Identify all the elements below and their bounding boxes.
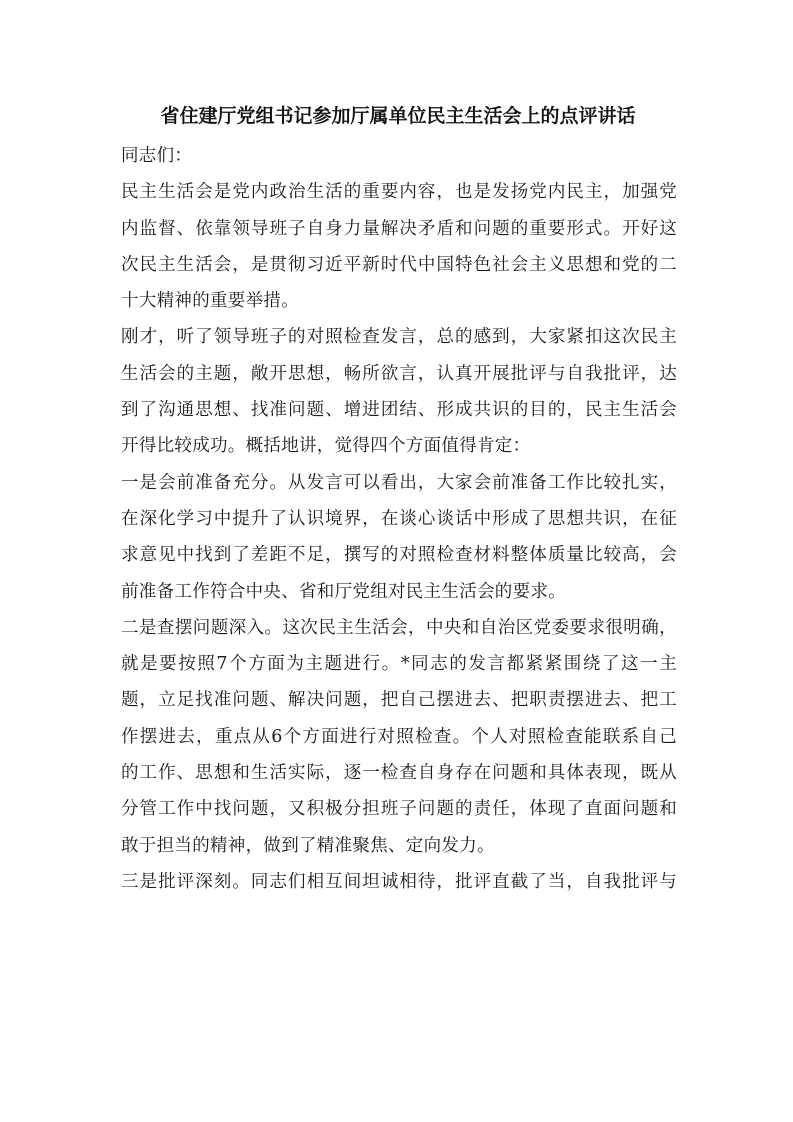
text-line: 次民主生活会，是贯彻习近平新时代中国特色社会主义思想和党的二 [121,254,677,275]
text-line: 分管工作中找问题，又积极分担班子问题的责任，体现了直面问题和 [121,799,677,820]
text-line: 到了沟通思想、找准问题、增进团结、形成共识的目的，民主生活会 [121,400,677,421]
text-line: 三是批评深刻。同志们相互间坦诚相待，批评直截了当，自我批评与 [121,871,677,892]
text-line: 求意见中找到了差距不足，撰写的对照检查材料整体质量比较高，会 [121,545,677,566]
text-line: 题，立足找准问题、解决问题，把自己摆进去、把职责摆进去、把工 [121,690,677,711]
document-title: 省住建厅党组书记参加厅属单位民主生活会上的点评讲话 [160,105,636,127]
text-line: 在深化学习中提升了认识境界，在谈心谈话中形成了思想共识，在征 [121,508,677,529]
text-line: 民主生活会是党内政治生活的重要内容，也是发扬党内民主，加强党 [121,182,677,203]
text-line: 生活会的主题，敞开思想，畅所欲言，认真开展批评与自我批评，达 [121,363,677,384]
text-line: 同志们： [121,146,193,166]
text-line: 前准备工作符合中央、省和厅党组对民主生活会的要求。 [121,581,566,602]
text-line: 刚才，听了领导班子的对照检查发言，总的感到，大家紧扣这次民主 [121,327,677,348]
text-line: 二是查摆问题深入。这次民主生活会，中央和自治区党委要求很明确， [121,617,677,638]
text-line: 就是要按照7个方面为主题进行。*同志的发言都紧紧围绕了这一主 [121,654,677,675]
text-line: 敢于担当的精神，做到了精准聚焦、定向发力。 [121,835,495,856]
text-line: 十大精神的重要举措。 [121,291,299,312]
text-line: 内监督、依靠领导班子自身力量解决矛盾和问题的重要形式。开好这 [121,218,677,239]
text-line: 作摆进去，重点从6个方面进行对照检查。个人对照检查能联系自己 [121,726,677,747]
text-line: 开得比较成功。概括地讲，觉得四个方面值得肯定： [121,436,531,457]
document-body [121,138,677,900]
text-line: 一是会前准备充分。从发言可以看出，大家会前准备工作比较扎实， [121,472,677,493]
text-line: 的工作、思想和生活实际，逐一检查自身存在问题和具体表现，既从 [121,763,677,784]
